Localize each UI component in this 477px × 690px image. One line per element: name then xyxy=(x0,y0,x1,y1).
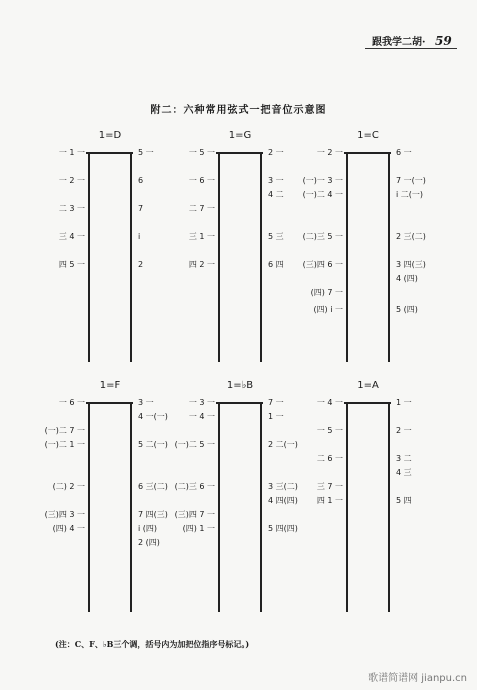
outer-string-note: 5 四 xyxy=(396,496,412,505)
inner-string-note: 一 2 一 xyxy=(316,148,343,157)
outer-string-note: 5 二(一) xyxy=(138,440,168,449)
key-label: 1=C xyxy=(357,130,379,141)
nut-line xyxy=(344,152,391,154)
header-rule xyxy=(365,48,457,49)
outer-string-note: 6 一 xyxy=(396,148,412,157)
outer-string-note: 4 一(一) xyxy=(138,412,168,421)
inner-string-note: 一 6 一 xyxy=(58,398,85,407)
inner-string-note: (三)四 6 一 xyxy=(302,260,343,269)
outer-string-note: 7 四(三) xyxy=(138,510,168,519)
string-line xyxy=(130,402,132,612)
fingering-diagram xyxy=(174,380,298,612)
fingering-diagram xyxy=(313,380,423,612)
string-line xyxy=(388,402,390,612)
inner-string-note: 一 1 一 xyxy=(58,148,85,157)
outer-string-note: 2 一 xyxy=(268,148,284,157)
outer-string-note: 5 一 xyxy=(138,148,154,157)
page-title: 附二：六种常用弦式一把音位示意图 xyxy=(150,105,327,116)
outer-string-note: 3 三(二) xyxy=(268,482,298,491)
inner-string-note: 一 2 一 xyxy=(58,176,85,185)
nut-line xyxy=(86,152,133,154)
string-line xyxy=(346,402,348,612)
outer-string-note: 2 三(二) xyxy=(396,232,426,241)
outer-string-note: 2 (四) xyxy=(138,538,160,547)
inner-string-note: 一 6 一 xyxy=(188,176,215,185)
outer-string-note: 5 (四) xyxy=(396,304,418,314)
outer-string-note: i 二(一) xyxy=(396,190,424,199)
outer-string-note: 6 三(二) xyxy=(138,482,168,491)
inner-string-note: 三 1 一 xyxy=(188,232,215,241)
inner-string-note: 四 1 一 xyxy=(316,496,343,505)
fingering-diagram xyxy=(44,380,168,612)
inner-string-note: (四) 4 一 xyxy=(52,524,85,533)
inner-string-note: 三 7 一 xyxy=(316,482,343,491)
key-label: 1=D xyxy=(98,130,122,141)
inner-string-note: (四) 1 一 xyxy=(182,524,215,533)
outer-string-note: 4 四(四) xyxy=(268,496,298,505)
string-line xyxy=(130,152,132,362)
inner-string-note: (一)二 1 一 xyxy=(44,440,85,449)
key-label: 1=F xyxy=(99,380,121,391)
inner-string-note: 二 7 一 xyxy=(188,204,215,213)
nut-line xyxy=(86,402,133,404)
inner-string-note: (一)二 7 一 xyxy=(44,426,85,435)
inner-string-note: 一 4 一 xyxy=(188,412,215,421)
watermark: 歌谱简谱网 jianpu.cn xyxy=(368,673,467,684)
nut-line xyxy=(216,402,263,404)
string-line xyxy=(388,152,390,362)
page-number: 59 xyxy=(434,34,452,48)
outer-string-note: 7 一 xyxy=(268,398,284,407)
inner-string-note: (三)四 3 一 xyxy=(44,510,85,519)
inner-string-note: 一 5 一 xyxy=(188,148,215,157)
inner-string-note: 四 2 一 xyxy=(188,260,215,269)
inner-string-note: 四 5 一 xyxy=(58,260,85,269)
inner-string-note: (一)二 4 一 xyxy=(302,190,343,199)
header-text: 跟我学二胡· xyxy=(372,37,426,48)
outer-string-note: 5 四(四) xyxy=(268,524,298,533)
nut-line xyxy=(216,152,263,154)
outer-string-note: 7 一(一) xyxy=(396,176,426,185)
string-line xyxy=(88,152,90,362)
string-line xyxy=(88,402,90,612)
outer-string-note: 1 一 xyxy=(396,398,412,407)
outer-string-note: 2 二(一) xyxy=(268,440,298,449)
outer-string-note: 3 一 xyxy=(268,176,284,185)
inner-string-note: (二)三 5 一 xyxy=(302,232,343,241)
outer-string-note: 7 xyxy=(138,204,144,213)
outer-string-note: 4 三 xyxy=(396,468,412,477)
inner-string-note: (一)二 5 一 xyxy=(174,440,215,449)
outer-string-note: 2 xyxy=(138,260,144,269)
outer-string-note: 5 三 xyxy=(268,232,284,241)
inner-string-note: 一 3 一 xyxy=(188,398,215,407)
inner-string-note: (二) 2 一 xyxy=(52,482,85,491)
key-label: 1=♭B xyxy=(226,380,254,391)
footnote: (注：C、F、♭B三个调，括号内为加把位指序号标记。) xyxy=(55,639,250,649)
string-line xyxy=(346,152,348,362)
fingering-diagram xyxy=(185,130,295,362)
outer-string-note: i xyxy=(138,232,141,241)
outer-string-note: 3 二 xyxy=(396,454,412,463)
inner-string-note: (四) 7 一 xyxy=(310,288,343,297)
outer-string-note: 4 二 xyxy=(268,190,284,199)
fingering-diagram xyxy=(302,130,426,362)
outer-string-note: 2 一 xyxy=(396,426,412,435)
outer-string-note: i (四) xyxy=(138,524,158,533)
string-line xyxy=(260,402,262,612)
inner-string-note: 二 3 一 xyxy=(58,204,85,213)
outer-string-note: 4 (四) xyxy=(396,274,418,283)
inner-string-note: (二)三 6 一 xyxy=(174,482,215,491)
page-header xyxy=(372,33,452,47)
outer-string-note: 3 四(三) xyxy=(396,260,426,269)
key-label: 1=A xyxy=(357,380,379,391)
outer-string-note: 3 一 xyxy=(138,398,154,407)
inner-string-note: 一 5 一 xyxy=(316,426,343,435)
inner-string-note: (一)一 3 一 xyxy=(302,176,343,185)
inner-string-note: (三)四 7 一 xyxy=(174,510,215,519)
outer-string-note: 6 四 xyxy=(268,260,284,269)
outer-string-note: 1 一 xyxy=(268,412,284,421)
key-label: 1=G xyxy=(228,130,252,141)
string-line xyxy=(218,152,220,362)
fingering-diagram xyxy=(55,130,165,362)
inner-string-note: 三 4 一 xyxy=(58,232,85,241)
string-line xyxy=(260,152,262,362)
nut-line xyxy=(344,402,391,404)
outer-string-note: 6 xyxy=(138,176,144,185)
inner-string-note: (四) i 一 xyxy=(313,304,343,314)
inner-string-note: 一 4 一 xyxy=(316,398,343,407)
string-line xyxy=(218,402,220,612)
inner-string-note: 二 6 一 xyxy=(316,454,343,463)
